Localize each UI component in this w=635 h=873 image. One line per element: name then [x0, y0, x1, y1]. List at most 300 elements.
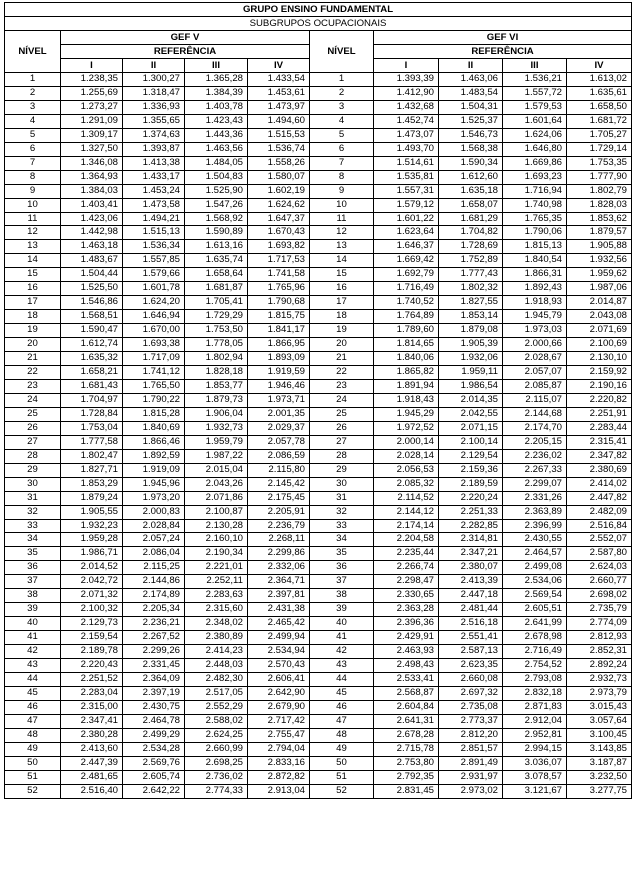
gef-vi-ref-iv-cell: 3.015,43 — [567, 700, 632, 714]
level-cell: 20 — [5, 338, 61, 352]
gef-vi-ref-iii-cell: 2.716,49 — [503, 645, 567, 659]
gef-vi-ref-ii-cell: 2.100,14 — [439, 435, 503, 449]
gef-vi-ref-iv-cell: 3.232,50 — [567, 770, 632, 784]
table-row — [5, 128, 632, 142]
gef-vi-ref-ii-cell: 2.516,18 — [439, 617, 503, 631]
level-cell: 10 — [5, 198, 61, 212]
level-cell: 33 — [310, 519, 374, 533]
level-cell: 28 — [310, 449, 374, 463]
gef-v-ref-i-cell: 1.612,74 — [61, 338, 123, 352]
gef-vi-ref-i-cell: 2.056,53 — [374, 463, 439, 477]
gef-vi-ref-iv-cell: 2.283,44 — [567, 421, 632, 435]
gef-vi-ref-iii-cell: 1.866,31 — [503, 268, 567, 282]
gef-v-ref-iii-cell: 1.681,87 — [185, 282, 248, 296]
gef-vi-ref-ii-cell: 2.931,97 — [439, 770, 503, 784]
gef-v-ref-iii-cell: 2.414,23 — [185, 645, 248, 659]
gef-v-ref-i-cell: 1.827,71 — [61, 463, 123, 477]
gef-v-ref-i-cell: 2.447,39 — [61, 756, 123, 770]
level-cell: 40 — [310, 617, 374, 631]
level-cell: 29 — [5, 463, 61, 477]
table-row — [5, 352, 632, 366]
gef-v-ref-iv-cell: 2.431,38 — [248, 603, 310, 617]
gef-vi-ref-iii-cell: 1.601,64 — [503, 114, 567, 128]
gef-vi-ref-i-cell: 2.114,52 — [374, 491, 439, 505]
gef-v-ref-iii-cell: 2.736,02 — [185, 770, 248, 784]
gef-v-ref-ii-cell: 2.174,89 — [123, 589, 185, 603]
gef-vi-ref-ii-cell: 1.483,54 — [439, 86, 503, 100]
gef-vi-ref-iii-cell: 2.605,51 — [503, 603, 567, 617]
level-cell: 14 — [5, 254, 61, 268]
table-row — [5, 366, 632, 380]
gef-vi-ref-ii-cell: 1.568,38 — [439, 142, 503, 156]
gef-v-ref-ii-cell: 1.624,20 — [123, 296, 185, 310]
gef-v-ref-ii-cell: 1.973,20 — [123, 491, 185, 505]
gef-vi-ref-i-cell: 1.764,89 — [374, 310, 439, 324]
gef-v-ref-ii-cell: 2.299,26 — [123, 645, 185, 659]
gef-vi-ref-iv-cell: 2.482,09 — [567, 505, 632, 519]
gef-vi-ref-iii-cell: 1.790,06 — [503, 226, 567, 240]
gef-v-ref-iii-cell: 2.774,33 — [185, 784, 248, 798]
gef-vi-ref-ii-cell: 2.251,33 — [439, 505, 503, 519]
gef-vi-ref-iii-cell: 2.952,81 — [503, 728, 567, 742]
gef-v-ref-iv-cell: 1.624,62 — [248, 198, 310, 212]
gef-vi-ref-ii-cell: 2.587,13 — [439, 645, 503, 659]
gef-vi-ref-iv-cell: 2.552,07 — [567, 533, 632, 547]
level-cell: 44 — [5, 672, 61, 686]
gef-v-ref-iv-cell: 2.397,81 — [248, 589, 310, 603]
gef-v-ref-iv-cell: 2.236,79 — [248, 519, 310, 533]
table-row — [5, 100, 632, 114]
gef-v-ref-ii-cell: 2.331,45 — [123, 659, 185, 673]
table-row — [5, 114, 632, 128]
level-cell: 9 — [5, 184, 61, 198]
group-header-gef-vi: GEF VI — [374, 31, 632, 45]
gef-vi-ref-i-cell: 2.204,58 — [374, 533, 439, 547]
gef-vi-ref-ii-cell: 1.681,29 — [439, 212, 503, 226]
gef-vi-ref-iv-cell: 2.071,69 — [567, 324, 632, 338]
gef-vi-ref-iv-cell: 1.613,02 — [567, 73, 632, 87]
table-row — [5, 296, 632, 310]
gef-vi-ref-iii-cell: 2.144,68 — [503, 407, 567, 421]
table-row — [5, 393, 632, 407]
gef-vi-ref-iv-cell: 1.681,72 — [567, 114, 632, 128]
salary-table — [4, 2, 632, 799]
gef-vi-ref-i-cell: 2.363,28 — [374, 603, 439, 617]
gef-v-ref-iii-cell: 2.660,99 — [185, 742, 248, 756]
gef-vi-ref-iv-cell: 2.347,82 — [567, 449, 632, 463]
gef-v-ref-i-cell: 1.905,55 — [61, 505, 123, 519]
table-row — [5, 379, 632, 393]
table-header — [5, 3, 632, 73]
gef-vi-ref-ii-cell: 2.220,24 — [439, 491, 503, 505]
gef-vi-ref-iii-cell: 2.641,99 — [503, 617, 567, 631]
level-cell: 34 — [5, 533, 61, 547]
gef-vi-ref-iii-cell: 2.430,55 — [503, 533, 567, 547]
gef-vi-ref-ii-cell: 2.282,85 — [439, 519, 503, 533]
gef-v-ref-i-cell: 1.525,50 — [61, 282, 123, 296]
gef-v-ref-ii-cell: 2.086,04 — [123, 547, 185, 561]
column-header-iv: IV — [248, 59, 310, 73]
table-row — [5, 617, 632, 631]
level-cell: 33 — [5, 519, 61, 533]
level-cell: 36 — [5, 561, 61, 575]
gef-v-ref-iv-cell: 1.473,97 — [248, 100, 310, 114]
table-row — [5, 338, 632, 352]
gef-v-ref-i-cell: 1.728,84 — [61, 407, 123, 421]
gef-v-ref-iii-cell: 1.423,43 — [185, 114, 248, 128]
gef-vi-ref-ii-cell: 2.314,81 — [439, 533, 503, 547]
gef-vi-ref-iv-cell: 2.516,84 — [567, 519, 632, 533]
gef-vi-ref-i-cell: 2.792,35 — [374, 770, 439, 784]
level-cell: 51 — [5, 770, 61, 784]
table-row — [5, 770, 632, 784]
column-header-ii: II — [439, 59, 503, 73]
gef-v-ref-iv-cell: 2.364,71 — [248, 575, 310, 589]
gef-v-ref-ii-cell: 1.318,47 — [123, 86, 185, 100]
gef-vi-ref-i-cell: 1.840,06 — [374, 352, 439, 366]
gef-v-ref-i-cell: 1.255,69 — [61, 86, 123, 100]
gef-v-ref-iv-cell: 2.534,94 — [248, 645, 310, 659]
gef-vi-ref-iii-cell: 2.499,08 — [503, 561, 567, 575]
gef-v-ref-i-cell: 1.291,09 — [61, 114, 123, 128]
level-cell: 41 — [310, 631, 374, 645]
gef-v-ref-iv-cell: 2.872,82 — [248, 770, 310, 784]
level-cell: 32 — [5, 505, 61, 519]
gef-v-ref-iv-cell: 1.433,54 — [248, 73, 310, 87]
table-row — [5, 505, 632, 519]
gef-v-ref-iv-cell: 1.841,17 — [248, 324, 310, 338]
gef-vi-ref-i-cell: 2.533,41 — [374, 672, 439, 686]
table-row — [5, 240, 632, 254]
gef-vi-ref-ii-cell: 2.735,08 — [439, 700, 503, 714]
gef-vi-ref-i-cell: 1.557,31 — [374, 184, 439, 198]
gef-v-ref-iii-cell: 1.613,16 — [185, 240, 248, 254]
gef-vi-ref-iv-cell: 2.014,87 — [567, 296, 632, 310]
gef-v-ref-iv-cell: 1.893,09 — [248, 352, 310, 366]
level-cell: 11 — [310, 212, 374, 226]
gef-v-ref-iii-cell: 1.525,90 — [185, 184, 248, 198]
level-cell: 37 — [5, 575, 61, 589]
gef-v-ref-i-cell: 2.413,60 — [61, 742, 123, 756]
gef-vi-ref-iii-cell: 2.057,07 — [503, 366, 567, 380]
level-cell: 21 — [310, 352, 374, 366]
gef-v-ref-i-cell: 2.100,32 — [61, 603, 123, 617]
table-row — [5, 477, 632, 491]
gef-v-ref-iii-cell: 2.380,89 — [185, 631, 248, 645]
level-cell: 13 — [310, 240, 374, 254]
gef-v-ref-i-cell: 2.129,73 — [61, 617, 123, 631]
gef-vi-ref-iii-cell: 2.000,66 — [503, 338, 567, 352]
gef-vi-ref-i-cell: 1.692,79 — [374, 268, 439, 282]
level-cell: 2 — [5, 86, 61, 100]
gef-v-ref-i-cell: 1.802,47 — [61, 449, 123, 463]
gef-vi-ref-ii-cell: 1.463,06 — [439, 73, 503, 87]
gef-vi-ref-iii-cell: 1.716,94 — [503, 184, 567, 198]
gef-vi-ref-iv-cell: 1.905,88 — [567, 240, 632, 254]
gef-v-ref-iii-cell: 1.635,74 — [185, 254, 248, 268]
level-cell: 43 — [310, 659, 374, 673]
level-cell: 27 — [310, 435, 374, 449]
gef-vi-ref-ii-cell: 2.347,21 — [439, 547, 503, 561]
table-row — [5, 742, 632, 756]
gef-v-ref-ii-cell: 1.815,28 — [123, 407, 185, 421]
level-cell: 40 — [5, 617, 61, 631]
gef-v-ref-i-cell: 1.986,71 — [61, 547, 123, 561]
gef-v-ref-ii-cell: 1.919,09 — [123, 463, 185, 477]
gef-v-ref-iii-cell: 2.448,03 — [185, 659, 248, 673]
gef-vi-ref-iv-cell: 2.812,93 — [567, 631, 632, 645]
gef-v-ref-ii-cell: 2.205,34 — [123, 603, 185, 617]
level-cell: 42 — [310, 645, 374, 659]
gef-vi-ref-iii-cell: 1.945,79 — [503, 310, 567, 324]
table-row — [5, 631, 632, 645]
table-row — [5, 575, 632, 589]
table-row — [5, 421, 632, 435]
gef-v-ref-iii-cell: 1.729,29 — [185, 310, 248, 324]
table-row — [5, 463, 632, 477]
gef-vi-ref-iv-cell: 2.973,79 — [567, 686, 632, 700]
gef-v-ref-iv-cell: 2.145,42 — [248, 477, 310, 491]
gef-v-ref-ii-cell: 1.557,85 — [123, 254, 185, 268]
level-cell: 24 — [310, 393, 374, 407]
gef-v-ref-iv-cell: 2.717,42 — [248, 714, 310, 728]
gef-v-ref-iv-cell: 1.494,60 — [248, 114, 310, 128]
gef-vi-ref-ii-cell: 1.504,31 — [439, 100, 503, 114]
level-cell: 49 — [310, 742, 374, 756]
table-row — [5, 142, 632, 156]
reference-header-left: REFERÊNCIA — [61, 45, 310, 59]
gef-vi-ref-iii-cell: 2.085,87 — [503, 379, 567, 393]
gef-vi-ref-ii-cell: 2.071,15 — [439, 421, 503, 435]
reference-header-right: REFERÊNCIA — [374, 45, 632, 59]
level-cell: 30 — [310, 477, 374, 491]
table-row — [5, 491, 632, 505]
level-cell: 48 — [5, 728, 61, 742]
gef-v-ref-ii-cell: 1.945,96 — [123, 477, 185, 491]
gef-v-ref-i-cell: 2.516,40 — [61, 784, 123, 798]
gef-v-ref-ii-cell: 1.433,17 — [123, 170, 185, 184]
level-cell: 23 — [310, 379, 374, 393]
level-cell: 31 — [310, 491, 374, 505]
table-row — [5, 310, 632, 324]
gef-v-ref-iii-cell: 1.403,78 — [185, 100, 248, 114]
gef-v-ref-iii-cell: 2.588,02 — [185, 714, 248, 728]
gef-vi-ref-i-cell: 1.623,64 — [374, 226, 439, 240]
gef-vi-ref-ii-cell: 2.697,32 — [439, 686, 503, 700]
gef-v-ref-iv-cell: 1.647,37 — [248, 212, 310, 226]
gef-vi-ref-iii-cell: 2.396,99 — [503, 519, 567, 533]
gef-v-ref-i-cell: 1.546,86 — [61, 296, 123, 310]
gef-vi-ref-iii-cell: 2.331,26 — [503, 491, 567, 505]
level-cell: 45 — [310, 686, 374, 700]
gef-vi-ref-iv-cell: 2.251,91 — [567, 407, 632, 421]
gef-vi-ref-iv-cell: 2.892,24 — [567, 659, 632, 673]
gef-v-ref-iii-cell: 1.932,73 — [185, 421, 248, 435]
gef-v-ref-iii-cell: 1.879,73 — [185, 393, 248, 407]
gef-v-ref-iii-cell: 2.698,25 — [185, 756, 248, 770]
gef-v-ref-ii-cell: 1.717,09 — [123, 352, 185, 366]
gef-v-ref-ii-cell: 1.866,46 — [123, 435, 185, 449]
table-row — [5, 659, 632, 673]
gef-vi-ref-i-cell: 1.669,42 — [374, 254, 439, 268]
gef-vi-ref-ii-cell: 2.551,41 — [439, 631, 503, 645]
gef-vi-ref-iv-cell: 1.802,79 — [567, 184, 632, 198]
gef-vi-ref-i-cell: 1.514,61 — [374, 156, 439, 170]
gef-v-ref-ii-cell: 1.393,87 — [123, 142, 185, 156]
gef-vi-ref-i-cell: 2.144,12 — [374, 505, 439, 519]
gef-v-ref-i-cell: 1.483,67 — [61, 254, 123, 268]
gef-v-ref-i-cell: 1.879,24 — [61, 491, 123, 505]
gef-vi-ref-iii-cell: 3.036,07 — [503, 756, 567, 770]
gef-v-ref-iii-cell: 2.348,02 — [185, 617, 248, 631]
gef-v-ref-i-cell: 2.283,04 — [61, 686, 123, 700]
level-cell: 49 — [5, 742, 61, 756]
gef-v-ref-ii-cell: 2.000,83 — [123, 505, 185, 519]
table-row — [5, 198, 632, 212]
gef-v-ref-ii-cell: 2.534,28 — [123, 742, 185, 756]
gef-vi-ref-iii-cell: 1.918,93 — [503, 296, 567, 310]
gef-vi-ref-ii-cell: 1.827,55 — [439, 296, 503, 310]
gef-v-ref-ii-cell: 1.494,21 — [123, 212, 185, 226]
table-row — [5, 184, 632, 198]
gef-vi-ref-i-cell: 1.918,43 — [374, 393, 439, 407]
gef-vi-ref-iv-cell: 2.660,77 — [567, 575, 632, 589]
gef-v-ref-iii-cell: 1.987,22 — [185, 449, 248, 463]
gef-vi-ref-ii-cell: 1.525,37 — [439, 114, 503, 128]
gef-v-ref-ii-cell: 2.267,52 — [123, 631, 185, 645]
level-cell: 51 — [310, 770, 374, 784]
gef-vi-ref-iii-cell: 2.793,08 — [503, 672, 567, 686]
level-cell: 1 — [5, 73, 61, 87]
gef-vi-ref-ii-cell: 2.481,44 — [439, 603, 503, 617]
gef-v-ref-i-cell: 1.423,06 — [61, 212, 123, 226]
gef-vi-ref-ii-cell: 2.380,07 — [439, 561, 503, 575]
level-cell: 5 — [310, 128, 374, 142]
table-row — [5, 86, 632, 100]
table-row — [5, 435, 632, 449]
level-cell: 48 — [310, 728, 374, 742]
gef-vi-ref-iii-cell: 1.840,54 — [503, 254, 567, 268]
gef-vi-ref-iv-cell: 3.143,85 — [567, 742, 632, 756]
level-cell: 4 — [310, 114, 374, 128]
gef-v-ref-iii-cell: 1.959,79 — [185, 435, 248, 449]
gef-v-ref-ii-cell: 2.028,84 — [123, 519, 185, 533]
gef-v-ref-iv-cell: 2.299,86 — [248, 547, 310, 561]
level-cell: 36 — [310, 561, 374, 575]
gef-vi-ref-iv-cell: 2.100,69 — [567, 338, 632, 352]
gef-vi-ref-ii-cell: 1.959,11 — [439, 366, 503, 380]
gef-vi-ref-iv-cell: 2.380,69 — [567, 463, 632, 477]
gef-v-ref-i-cell: 1.853,29 — [61, 477, 123, 491]
gef-v-ref-iii-cell: 1.443,36 — [185, 128, 248, 142]
gef-v-ref-i-cell: 1.346,08 — [61, 156, 123, 170]
gef-v-ref-ii-cell: 1.840,69 — [123, 421, 185, 435]
level-cell: 42 — [5, 645, 61, 659]
gef-vi-ref-iii-cell: 1.536,21 — [503, 73, 567, 87]
gef-vi-ref-iv-cell: 1.777,90 — [567, 170, 632, 184]
level-cell: 16 — [5, 282, 61, 296]
gef-v-ref-i-cell: 1.327,50 — [61, 142, 123, 156]
level-cell: 15 — [310, 268, 374, 282]
level-cell: 12 — [5, 226, 61, 240]
gef-v-ref-iv-cell: 1.717,53 — [248, 254, 310, 268]
gef-vi-ref-iii-cell: 1.973,03 — [503, 324, 567, 338]
level-cell: 43 — [5, 659, 61, 673]
gef-v-ref-iii-cell: 1.705,41 — [185, 296, 248, 310]
gef-v-ref-i-cell: 1.590,47 — [61, 324, 123, 338]
gef-v-ref-ii-cell: 2.236,21 — [123, 617, 185, 631]
gef-v-ref-iii-cell: 1.463,56 — [185, 142, 248, 156]
level-cell: 47 — [5, 714, 61, 728]
gef-vi-ref-i-cell: 2.831,45 — [374, 784, 439, 798]
gef-vi-ref-iv-cell: 2.735,79 — [567, 603, 632, 617]
table-row — [5, 533, 632, 547]
gef-vi-ref-i-cell: 1.716,49 — [374, 282, 439, 296]
gef-vi-ref-i-cell: 2.396,36 — [374, 617, 439, 631]
gef-v-ref-ii-cell: 1.579,66 — [123, 268, 185, 282]
level-cell: 21 — [5, 352, 61, 366]
gef-vi-ref-i-cell: 2.174,14 — [374, 519, 439, 533]
gef-vi-ref-iv-cell: 1.987,06 — [567, 282, 632, 296]
level-cell: 32 — [310, 505, 374, 519]
gef-v-ref-i-cell: 2.042,72 — [61, 575, 123, 589]
gef-v-ref-i-cell: 1.753,04 — [61, 421, 123, 435]
table-row — [5, 226, 632, 240]
gef-vi-ref-iv-cell: 1.959,62 — [567, 268, 632, 282]
table-row — [5, 212, 632, 226]
gef-vi-ref-ii-cell: 2.042,55 — [439, 407, 503, 421]
level-cell: 39 — [5, 603, 61, 617]
gef-vi-ref-iv-cell: 2.315,41 — [567, 435, 632, 449]
level-cell: 8 — [5, 170, 61, 184]
gef-v-ref-iv-cell: 2.029,37 — [248, 421, 310, 435]
gef-v-ref-iv-cell: 1.515,53 — [248, 128, 310, 142]
gef-vi-ref-iv-cell: 3.277,75 — [567, 784, 632, 798]
gef-vi-ref-ii-cell: 1.612,60 — [439, 170, 503, 184]
gef-vi-ref-i-cell: 2.753,80 — [374, 756, 439, 770]
gef-v-ref-i-cell: 1.504,44 — [61, 268, 123, 282]
gef-vi-ref-ii-cell: 1.728,69 — [439, 240, 503, 254]
gef-v-ref-i-cell: 1.238,35 — [61, 73, 123, 87]
level-cell: 1 — [310, 73, 374, 87]
level-cell: 13 — [5, 240, 61, 254]
gef-v-ref-i-cell: 1.384,03 — [61, 184, 123, 198]
gef-vi-ref-iii-cell: 1.740,98 — [503, 198, 567, 212]
gef-v-ref-iii-cell: 2.043,26 — [185, 477, 248, 491]
gef-vi-ref-iv-cell: 2.587,80 — [567, 547, 632, 561]
gef-vi-ref-ii-cell: 1.752,89 — [439, 254, 503, 268]
gef-v-ref-ii-cell: 2.642,22 — [123, 784, 185, 798]
gef-vi-ref-ii-cell: 2.623,35 — [439, 659, 503, 673]
level-cell: 9 — [310, 184, 374, 198]
gef-vi-ref-i-cell: 2.604,84 — [374, 700, 439, 714]
gef-v-ref-iv-cell: 2.833,16 — [248, 756, 310, 770]
table-row — [5, 449, 632, 463]
gef-v-ref-ii-cell: 2.430,75 — [123, 700, 185, 714]
gef-v-ref-ii-cell: 1.300,27 — [123, 73, 185, 87]
gef-vi-ref-i-cell: 1.891,94 — [374, 379, 439, 393]
gef-v-ref-ii-cell: 1.536,34 — [123, 240, 185, 254]
table-row — [5, 700, 632, 714]
gef-vi-ref-i-cell: 1.473,07 — [374, 128, 439, 142]
gef-v-ref-iii-cell: 1.365,28 — [185, 73, 248, 87]
gef-v-ref-iii-cell: 1.853,77 — [185, 379, 248, 393]
gef-vi-ref-iii-cell: 2.267,33 — [503, 463, 567, 477]
gef-v-ref-ii-cell: 1.453,24 — [123, 184, 185, 198]
gef-v-ref-i-cell: 1.442,98 — [61, 226, 123, 240]
gef-v-ref-iv-cell: 2.570,43 — [248, 659, 310, 673]
gef-vi-ref-ii-cell: 2.129,54 — [439, 449, 503, 463]
